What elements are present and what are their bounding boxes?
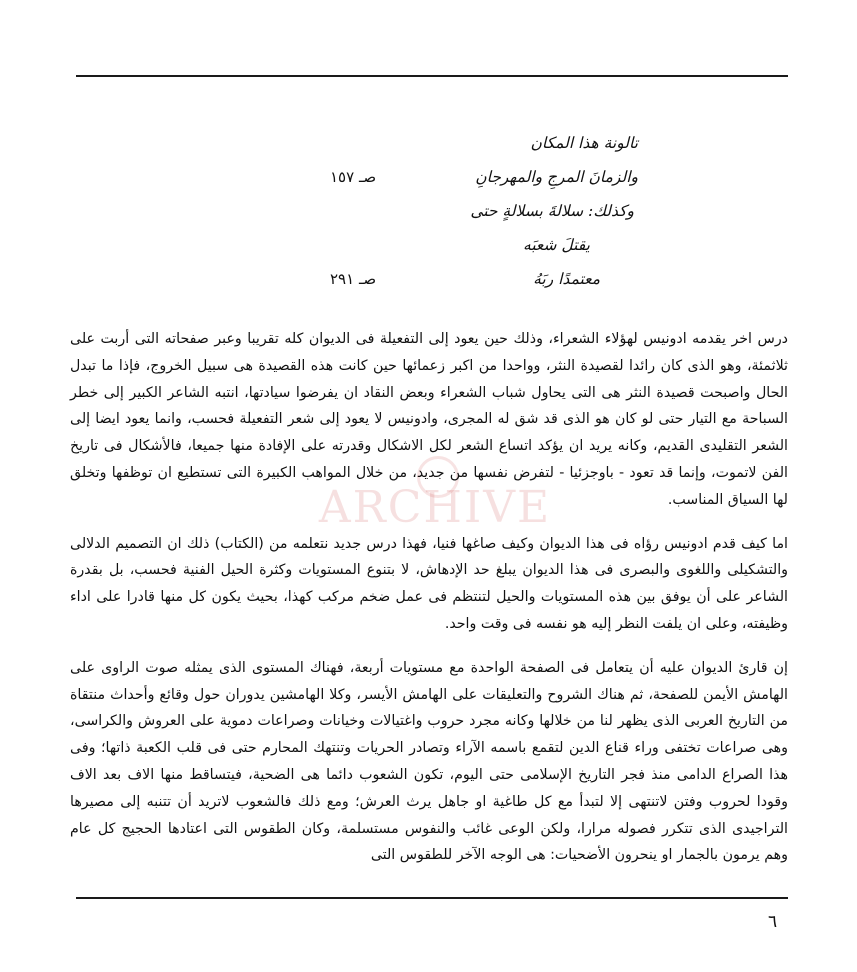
verse-text: تالونة هذا المكان <box>530 134 638 152</box>
verse-line <box>330 160 640 194</box>
verse-line <box>330 194 640 228</box>
verse-line <box>330 262 640 296</box>
paragraph: اما كيف قدم ادونيس رؤاه فى هذا الديوان وكيف صاغها فنيا، فهذا درس جديد نتعلمه من (الكتاب) ذلك ان التصميم الدلالى والتشكيلى واللغوى والبصرى فى هذا الديوان يبلغ حد الإدهاش، لا بتنوع المستويات وكثرة الحيل الفنية فحسب، بل بقدرة الشاعر على أن يوفق بين هذه المستويات والحيل لتنتظم فى عمل ضخم مركب كهذا، بحيث يكون كل منها قادرا على اداء وظيفته، وعلى ان يلفت النظر إليه هو نفسه فى وقت واحد. <box>70 535 788 632</box>
body-text <box>70 326 788 886</box>
bottom-rule <box>76 897 788 899</box>
page-number: ٦ <box>768 912 778 932</box>
verse-text: معتمدًا ربَهُ <box>533 270 600 288</box>
verse-text: والزمانَ المرجِ والمهرجانِ <box>475 168 638 186</box>
paragraph: إن قارئ الديوان عليه أن يتعامل فى الصفحة الواحدة مع مستويات أربعة، فهناك المستوى الذى يمثله صوت الراوى على الهامش الأيمن للصفحة، ثم هناك الشروح والتعليقات على الهامش الأيسر، وكلا الهامشين يدوران حول وقائع وأحداث منتقاة من التاريخ العربى الذى يظهر لنا من خلالها وكانه مجرد حروب واغتيالات وخيانات وصراعات دموية على العروش والكراسى، وهى صراعات تختفى وراء قناع الدين لتقمع باسمه الآراء وتصادر الحريات وتنتهك المحارم حتى فى قلب الكعبة ذاتها؛ وفى هذا الصراع الدامى منذ فجر التاريخ الإسلامى حتى اليوم، تكون الشعوب دائما هى الضحية، فيتساقط منها الاف بعد الاف وقودا لحروب وفتن لاتنتهى إلا لتبدأ مع كل طاغية او جاهل يرث العرش؛ ومع ذلك فالشعوب لاتريد أن تتنبه إلى مصيرها التراجيدى الذى تتكرر فصوله مرارا، ولكن الوعى غائب والنفوس مستسلمة، وكان الطقوس التى اعتادها الحجيج كل عام وهم يرمون بالجمار او ينحرون الأضحيات: هى الوجه الآخر للطقوس التى <box>70 659 788 864</box>
watermark-text: ARCHIVE <box>318 482 552 533</box>
verse-block <box>330 126 640 296</box>
verse-reference: صـ ١٥٧ <box>330 168 377 186</box>
verse-reference: صـ ٢٩١ <box>330 270 377 288</box>
verse-text: يقتلَ شعبَه <box>523 236 590 254</box>
paragraph: درس اخر يقدمه ادونيس لهؤلاء الشعراء، وذلك حين يعود إلى التفعيلة فى الديوان كله تقريبا وعبر صفحاته التى أربت على ثلاثمئة، وهو الذى كان رائدا لقصيدة النثر، وواحدا من اكبر زعمائها حين كانت هذه القصيدة هى سبيل الخروج، فإذا ما تبدل الحال واصبحت قصيدة النثر هى التى يحاول شباب الشعراء وبعض النقاد ان يفرضوا سيادتها، انتبه الشاعر الكبير إلى خطر السباحة مع التيار حتى لو كان هو الذى قد شق له المجرى، وادونيس لا يعود إلى شعر التفعيلة فحسب، وانما يعود ايضا إلى الشعر التقليدى القديم، وكانه يريد ان يؤكد اتساع الشعر لكل الاشكال وقدرته على الإفادة منها جميعا، فالأشكال فى تاريخ الفن لاتموت، وإنما قد تعود - باوجزئيا - لتفرض نفسها من جديد، من خلال المواهب الكبيرة التى تستطيع ان توظفها وتخلق لها السياق المناسب. <box>70 331 788 508</box>
verse-line <box>330 126 640 160</box>
verse-text: وكذلك: سلالةَ بسلالةٍ حتى <box>470 202 634 220</box>
verse-line <box>330 228 640 262</box>
top-rule <box>76 75 788 77</box>
